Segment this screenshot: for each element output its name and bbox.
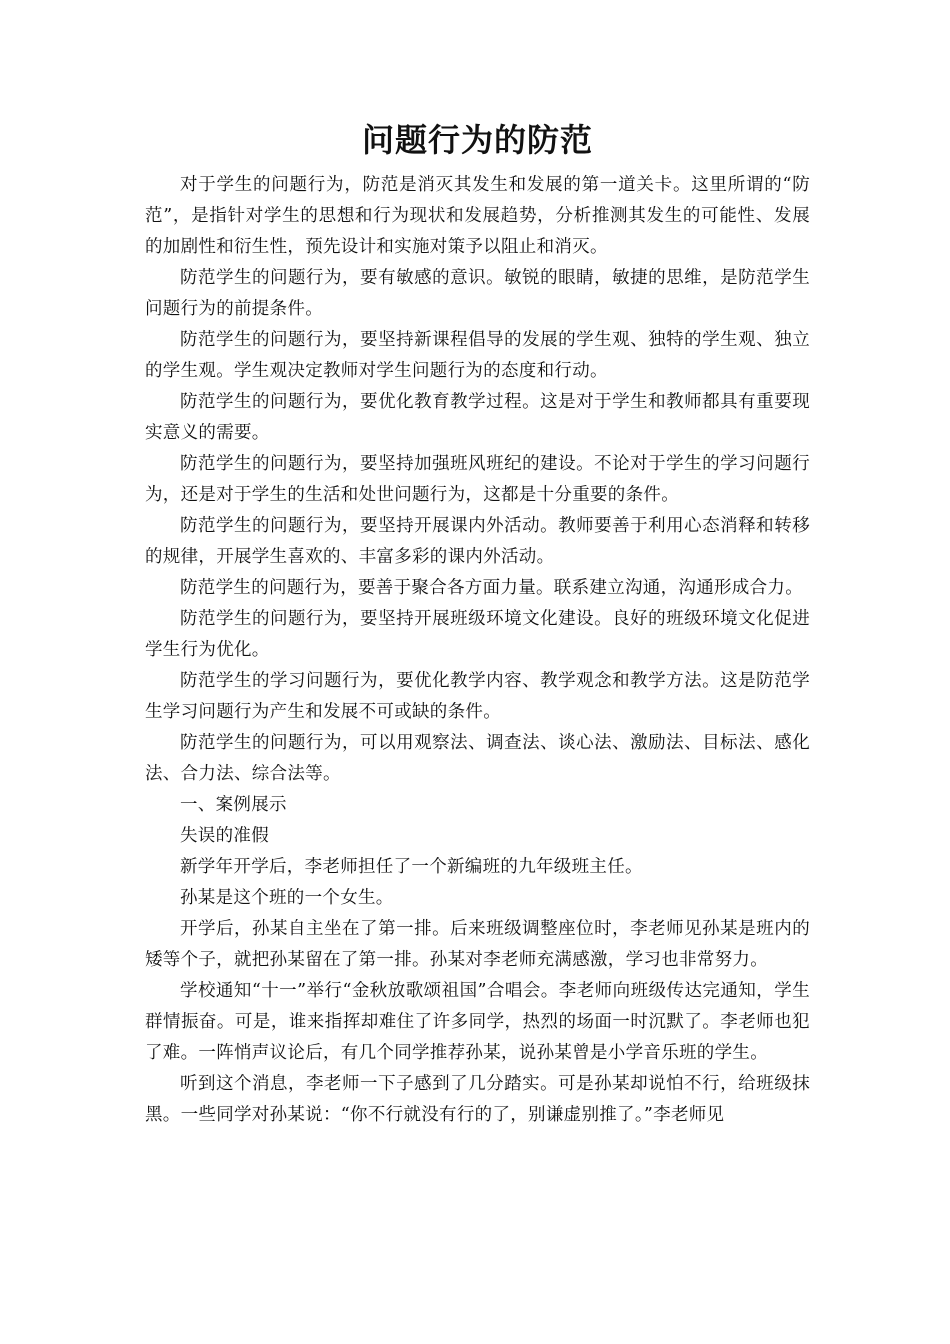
document-title: 问题行为的防范 — [361, 121, 593, 159]
paragraph: 防范学生的问题行为，可以用观察法、调查法、谈心法、激励法、目标法、感化法、合力法、综合法等。 — [145, 733, 810, 784]
paragraph: 防范学生的问题行为，要有敏感的意识。敏锐的眼睛，敏捷的思维，是防范学生问题行为的前提条件。 — [145, 268, 810, 319]
paragraph: 防范学生的问题行为，要善于聚合各方面力量。联系建立沟通，沟通形成合力。 — [180, 578, 803, 598]
paragraph: 防范学生的问题行为，要坚持开展课内外活动。教师要善于利用心态消释和转移的规律，开展学生喜欢的、丰富多彩的课内外活动。 — [145, 516, 810, 567]
paragraph: 防范学生的学习问题行为，要优化教学内容、教学观念和教学方法。这是防范学生学习问题行为产生和发展不可或缺的条件。 — [145, 671, 810, 722]
paragraph: 孙某是这个班的一个女生。 — [180, 888, 394, 908]
paragraph: 新学年开学后，李老师担任了一个新编班的九年级班主任。 — [180, 857, 643, 877]
paragraph: 防范学生的问题行为，要优化教育教学过程。这是对于学生和教师都具有重要现实意义的需要。 — [145, 392, 810, 443]
paragraph: 防范学生的问题行为，要坚持加强班风班纪的建设。不论对于学生的学习问题行为，还是对于学生的生活和处世问题行为，这都是十分重要的条件。 — [145, 454, 810, 505]
case-title: 失误的准假 — [180, 826, 269, 846]
document-page — [145, 118, 810, 1131]
paragraph: 听到这个消息，李老师一下子感到了几分踏实。可是孙某却说怕不行，给班级抹黑。一些同学对孙某说：“你不行就没有行的了，别谦虚别推了。”李老师见 — [145, 1074, 810, 1125]
document-body — [145, 170, 810, 1131]
paragraph: 对于学生的问题行为，防范是消灭其发生和发展的第一道关卡。这里所谓的“防范”，是指针对学生的思想和行为现状和发展趋势，分析推测其发生的可能性、发展的加剧性和衍生性，预先设计和实施对策予以阻止和消灭。 — [145, 175, 810, 257]
section-heading: 一、案例展示 — [180, 795, 287, 815]
paragraph: 防范学生的问题行为，要坚持开展班级环境文化建设。良好的班级环境文化促进学生行为优化。 — [145, 609, 810, 660]
paragraph: 开学后，孙某自主坐在了第一排。后来班级调整座位时，李老师见孙某是班内的矮等个子，就把孙某留在了第一排。孙某对李老师充满感激，学习也非常努力。 — [145, 919, 810, 970]
paragraph: 学校通知“十一”举行“金秋放歌颂祖国”合唱会。李老师向班级传达完通知，学生群情振奋。可是，谁来指挥却难住了许多同学，热烈的场面一时沉默了。李老师也犯了难。一阵悄声议论后，有几个同学推荐孙某，说孙某曾是小学音乐班的学生。 — [145, 981, 810, 1063]
paragraph: 防范学生的问题行为，要坚持新课程倡导的发展的学生观、独特的学生观、独立的学生观。学生观决定教师对学生问题行为的态度和行动。 — [145, 330, 810, 381]
